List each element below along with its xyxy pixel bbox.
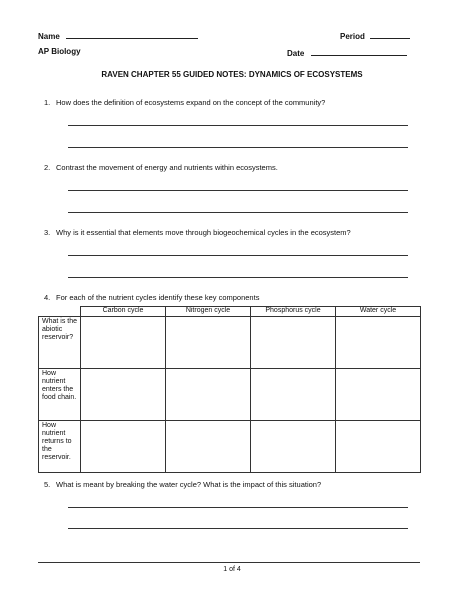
table-row — [39, 317, 421, 369]
question-4 — [44, 293, 260, 302]
period-label: Period — [340, 32, 365, 41]
answer-cell[interactable] — [251, 369, 336, 421]
question-text: What is meant by breaking the water cycle? What is the impact of this situation? — [56, 480, 322, 489]
period-field — [340, 30, 410, 41]
date-blank[interactable] — [311, 47, 407, 56]
answer-line[interactable] — [68, 255, 408, 256]
answer-cell[interactable] — [336, 317, 421, 369]
answer-cell[interactable] — [336, 421, 421, 473]
page-number: 1 of 4 — [223, 566, 241, 573]
answer-line[interactable] — [68, 147, 408, 148]
answer-cell[interactable] — [166, 421, 251, 473]
answer-cell[interactable] — [336, 369, 421, 421]
answer-line[interactable] — [68, 212, 408, 213]
answer-cell[interactable] — [81, 369, 166, 421]
question-number: 5. — [44, 480, 51, 489]
answer-line[interactable] — [68, 507, 408, 508]
question-2 — [44, 163, 278, 172]
course-name: AP Biology — [38, 47, 81, 56]
column-header-water: Water cycle — [336, 307, 421, 317]
answer-cell[interactable] — [166, 317, 251, 369]
question-text: How does the definition of ecosystems expand on the concept of the community? — [56, 98, 326, 107]
name-field — [38, 30, 198, 41]
table-row — [39, 421, 421, 473]
question-text: Contrast the movement of energy and nutrients within ecosystems. — [56, 163, 278, 172]
question-number: 4. — [44, 293, 51, 302]
answer-line[interactable] — [68, 125, 408, 126]
page-title: RAVEN CHAPTER 55 GUIDED NOTES: DYNAMICS OF ECOSYSTEMS — [101, 70, 363, 79]
answer-cell[interactable] — [251, 317, 336, 369]
question-1 — [44, 98, 326, 107]
table-row — [39, 369, 421, 421]
row-label-returns-to-reservoir: How nutrient returns to the reservoir. — [39, 421, 81, 473]
name-label: Name — [38, 32, 60, 41]
answer-cell[interactable] — [166, 369, 251, 421]
question-number: 2. — [44, 163, 51, 172]
question-text: For each of the nutrient cycles identify these key components — [56, 293, 260, 302]
answer-cell[interactable] — [81, 421, 166, 473]
column-header-nitrogen: Nitrogen cycle — [166, 307, 251, 317]
question-number: 3. — [44, 228, 51, 237]
question-text: Why is it essential that elements move through biogeochemical cycles in the ecosystem? — [56, 228, 351, 237]
column-header-phosphorus: Phosphorus cycle — [251, 307, 336, 317]
question-5 — [44, 480, 322, 489]
row-label-abiotic-reservoir: What is the abiotic reservoir? — [39, 317, 81, 369]
answer-cell[interactable] — [251, 421, 336, 473]
date-label: Date — [287, 49, 305, 58]
question-3 — [44, 228, 351, 237]
nutrient-cycles-table — [38, 306, 421, 473]
column-header-carbon: Carbon cycle — [81, 307, 166, 317]
date-field — [287, 47, 407, 58]
period-blank[interactable] — [370, 30, 410, 39]
name-blank[interactable] — [66, 30, 198, 39]
question-number: 1. — [44, 98, 51, 107]
table-corner — [39, 307, 81, 317]
answer-line[interactable] — [68, 277, 408, 278]
answer-cell[interactable] — [81, 317, 166, 369]
row-label-enters-food-chain: How nutrient enters the food chain. — [39, 369, 81, 421]
answer-line[interactable] — [68, 528, 408, 529]
answer-line[interactable] — [68, 190, 408, 191]
footer-divider — [38, 562, 420, 563]
